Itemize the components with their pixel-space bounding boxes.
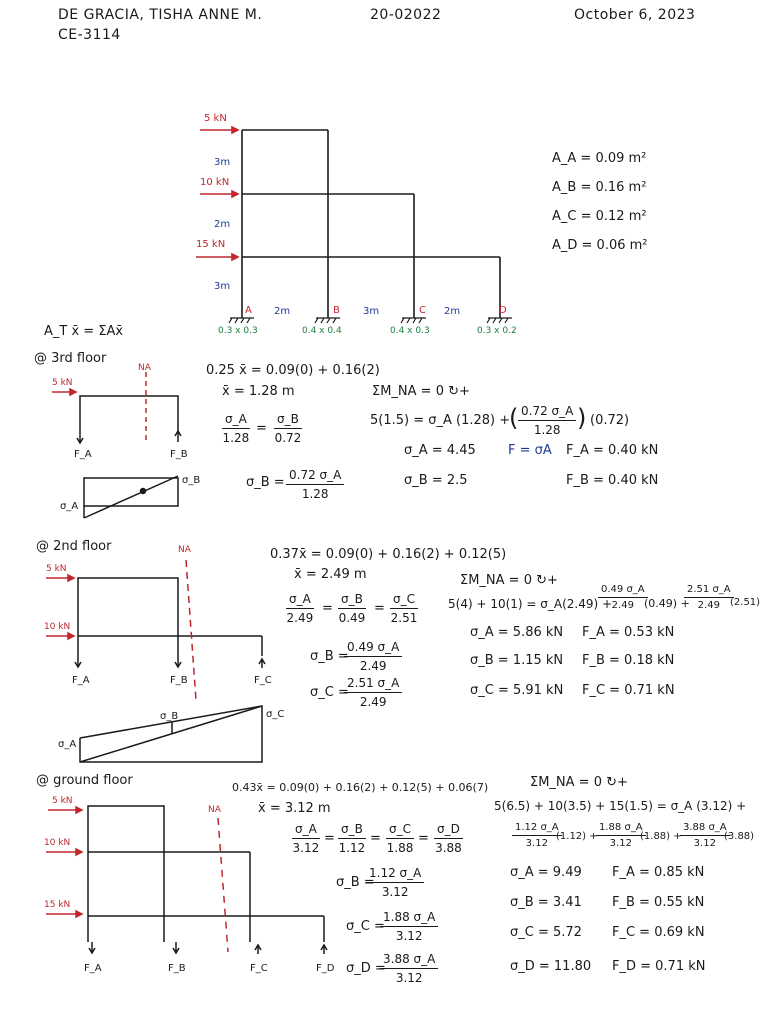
second-floor-title: @ 2nd floor — [36, 539, 112, 554]
third-floor-moment-frac: $\frac{0.72 \sigma\_A}{1.28}$ — [518, 404, 576, 437]
load-15kn-label: 15 kN — [196, 239, 226, 250]
story-height-bottom: 3m — [214, 281, 231, 292]
second-floor-fa: F_A — [72, 675, 90, 686]
column-d-size: 0.3 x 0.2 — [477, 326, 517, 336]
ground-floor-res-sb: σ_B = 3.41 — [510, 895, 582, 910]
third-floor-paren-close: ) — [577, 404, 587, 432]
third-floor-moment-eq-c: (0.72) — [590, 413, 630, 428]
ground-floor-sc-lhs: σ_C = — [346, 919, 385, 934]
second-floor-eq1: 0.37x̄ = 0.09(0) + 0.16(2) + 0.12(5) — [270, 547, 507, 562]
support-a-label: A — [245, 305, 252, 316]
second-floor-equals-2: = — [374, 601, 385, 616]
ground-floor-load-10: 10 kN — [44, 838, 71, 848]
date: October 6, 2023 — [574, 7, 696, 23]
ground-floor-moment-tail-c: (1.88) + — [640, 831, 682, 842]
ground-floor-ratio-d: $\frac{\sigma\_D}{3.88}$ — [435, 822, 462, 855]
ground-floor-load-15: 15 kN — [44, 900, 71, 910]
ground-floor-ratio-c: $\frac{\sigma\_C}{1.88}$ — [386, 822, 414, 855]
second-floor-load-5: 5 kN — [46, 564, 67, 574]
second-floor-sb-frac: $\frac{0.49 \sigma\_A}{2.49}$ — [344, 640, 402, 673]
ground-floor-eq1: 0.43x̄ = 0.09(0) + 0.16(2) + 0.12(5) + 0.06(7) — [232, 781, 489, 794]
ground-floor-na: NA — [208, 805, 221, 815]
second-floor-eq2: x̄ = 2.49 m — [294, 567, 367, 582]
second-floor-res-sb: σ_B = 1.15 kN — [470, 653, 564, 668]
span-ab: 2m — [274, 306, 291, 317]
span-cd: 2m — [444, 306, 461, 317]
ground-floor-sb-frac: $\frac{1.12 \sigma\_A}{3.12}$ — [366, 866, 424, 899]
third-floor-res-sa: σ_A = 4.45 — [404, 443, 476, 458]
second-floor-fb: F_B — [170, 675, 188, 686]
second-floor-res-fa: F_A = 0.53 kN — [582, 625, 675, 640]
second-floor-sc-frac: $\frac{2.51 \sigma\_A}{2.49}$ — [344, 676, 402, 709]
second-floor-ratio-c: $\frac{\sigma\_C}{2.51}$ — [390, 592, 418, 625]
third-floor-ratio-a: $\frac{\sigma\_A}{1.28}$ — [222, 412, 250, 445]
course-section: CE-3114 — [58, 27, 121, 43]
third-floor-fa: F_A — [74, 449, 92, 460]
second-floor-sa: σ_A — [58, 739, 77, 750]
column-c-size: 0.4 x 0.3 — [390, 326, 430, 336]
second-floor-res-fb: F_B = 0.18 kN — [582, 653, 675, 668]
ground-floor-res-fa: F_A = 0.85 kN — [612, 865, 705, 880]
ground-floor-fa: F_A — [84, 963, 102, 974]
story-height-top: 3m — [214, 157, 231, 168]
third-floor-eq1: 0.25 x̄ = 0.09(0) + 0.16(2) — [206, 363, 380, 378]
ground-floor-equals-2: = — [370, 831, 381, 846]
third-floor-eq2: x̄ = 1.28 m — [222, 384, 295, 399]
ground-floor-res-fd: F_D = 0.71 kN — [612, 959, 706, 974]
second-floor-sb: σ_B — [160, 711, 179, 722]
third-floor-moment: ΣM_NA = 0 ↻+ — [372, 384, 470, 399]
second-floor-moment-tail-c: (2.51) — [730, 597, 761, 608]
area-d: A_D = 0.06 m² — [552, 238, 648, 253]
second-floor-ratio-a: $\frac{\sigma\_A}{2.49}$ — [286, 592, 314, 625]
area-a: A_A = 0.09 m² — [552, 151, 647, 166]
third-floor-sb-lhs: σ_B = — [246, 475, 285, 490]
second-floor-sc: σ_C — [266, 709, 285, 720]
support-c-label: C — [419, 305, 426, 316]
ground-floor-sd-frac: $\frac{3.88 \sigma\_A}{3.12}$ — [380, 952, 438, 985]
ground-floor-sd-lhs: σ_D = — [346, 961, 386, 976]
span-bc: 3m — [363, 306, 380, 317]
third-floor-moment-eq-a: 5(1.5) = σ_A (1.28) + — [370, 413, 511, 428]
second-floor-moment-tail-b: (0.49) + — [644, 597, 690, 610]
third-floor-load: 5 kN — [52, 378, 73, 388]
second-floor-load-10: 10 kN — [44, 622, 71, 632]
third-floor-sa: σ_A — [60, 501, 79, 512]
column-b-size: 0.4 x 0.4 — [302, 326, 342, 336]
student-number: 20-02022 — [370, 7, 442, 23]
second-floor-ratio-b: $\frac{\sigma\_B}{0.49}$ — [338, 592, 366, 625]
second-floor-sb-lhs: σ_B = — [310, 649, 349, 664]
ground-floor-sc-frac: $\frac{1.88 \sigma\_A}{3.12}$ — [380, 910, 438, 943]
third-floor-fb: F_B — [170, 449, 188, 460]
ground-floor-fd: F_D — [316, 963, 335, 974]
ground-floor-equals-1: = — [324, 831, 335, 846]
second-floor-res-sa: σ_A = 5.86 kN — [470, 625, 564, 640]
ground-floor-res-sa: σ_A = 9.49 — [510, 865, 582, 880]
second-floor-na: NA — [178, 545, 191, 555]
area-c: A_C = 0.12 m² — [552, 209, 647, 224]
second-floor-moment-eq-a: 5(4) + 10(1) = σ_A(2.49) + — [448, 597, 613, 611]
third-floor-res-sb: σ_B = 2.5 — [404, 473, 468, 488]
third-floor-na: NA — [138, 363, 151, 373]
second-floor-moment-frac-b: $\frac{0.49 \sigma\_A}{2.49}$ — [598, 584, 648, 611]
ground-floor-moment: ΣM_NA = 0 ↻+ — [530, 775, 628, 790]
second-floor-sc-lhs: σ_C = — [310, 685, 349, 700]
load-5kn-label: 5 kN — [204, 113, 227, 124]
third-floor-paren-open: ( — [509, 404, 519, 432]
ground-floor-fc: F_C — [250, 963, 268, 974]
second-floor-res-sc: σ_C = 5.91 kN — [470, 683, 564, 698]
ground-floor-moment-frac-c: $\frac{1.88 \sigma\_A}{3.12}$ — [596, 822, 646, 849]
second-floor-moment-frac-c: $\frac{2.51 \sigma\_A}{2.49}$ — [684, 584, 734, 611]
ground-floor-moment-frac-d: $\frac{3.88 \sigma\_A}{3.12}$ — [680, 822, 730, 849]
ground-floor-moment-eq-a: 5(6.5) + 10(3.5) + 15(1.5) = σ_A (3.12) + — [494, 799, 747, 813]
support-d-label: D — [499, 305, 507, 316]
ground-floor-moment-tail-b: (1.12) + — [556, 831, 598, 842]
second-floor-fc: F_C — [254, 675, 272, 686]
ground-floor-load-5: 5 kN — [52, 796, 73, 806]
third-floor-res-fb: F_B = 0.40 kN — [566, 473, 659, 488]
ground-floor-res-fc: F_C = 0.69 kN — [612, 925, 705, 940]
ground-floor-res-sc: σ_C = 5.72 — [510, 925, 582, 940]
ground-floor-eq2: x̄ = 3.12 m — [258, 801, 331, 816]
ground-floor-fb: F_B — [168, 963, 186, 974]
second-floor-res-fc: F_C = 0.71 kN — [582, 683, 675, 698]
student-name: DE GRACIA, TISHA ANNE M. — [58, 7, 263, 23]
ground-floor-moment-frac-b: $\frac{1.12 \sigma\_A}{3.12}$ — [512, 822, 562, 849]
third-floor-equals: = — [256, 421, 267, 436]
ground-floor-ratio-a: $\frac{\sigma\_A}{3.12}$ — [292, 822, 320, 855]
third-floor-res-fa: F_A = 0.40 kN — [566, 443, 659, 458]
load-10kn-label: 10 kN — [200, 177, 230, 188]
ground-floor-ratio-b: $\frac{\sigma\_B}{1.12}$ — [338, 822, 366, 855]
third-floor-ratio-b: $\frac{\sigma\_B}{0.72}$ — [274, 412, 302, 445]
second-floor-equals-1: = — [322, 601, 333, 616]
ground-floor-moment-tail-d: (3.88) — [724, 831, 755, 842]
support-b-label: B — [333, 305, 340, 316]
ground-floor-title: @ ground floor — [36, 773, 133, 788]
third-floor-sb: σ_B — [182, 475, 201, 486]
ground-floor-res-sd: σ_D = 11.80 — [510, 959, 592, 974]
ground-floor-equals-3: = — [418, 831, 429, 846]
centroid-formula: A_T x̄ = ΣAx̄ — [44, 324, 124, 339]
story-height-mid: 2m — [214, 219, 231, 230]
column-a-size: 0.3 x 0.3 — [218, 326, 258, 336]
third-floor-f-eq: F = σA — [508, 443, 552, 458]
second-floor-moment: ΣM_NA = 0 ↻+ — [460, 573, 558, 588]
ground-floor-res-fb: F_B = 0.55 kN — [612, 895, 705, 910]
area-b: A_B = 0.16 m² — [552, 180, 647, 195]
third-floor-title: @ 3rd floor — [34, 351, 107, 366]
ground-floor-sb-lhs: σ_B = — [336, 875, 375, 890]
third-floor-sb-frac: $\frac{0.72 \sigma\_A}{1.28}$ — [286, 468, 344, 501]
